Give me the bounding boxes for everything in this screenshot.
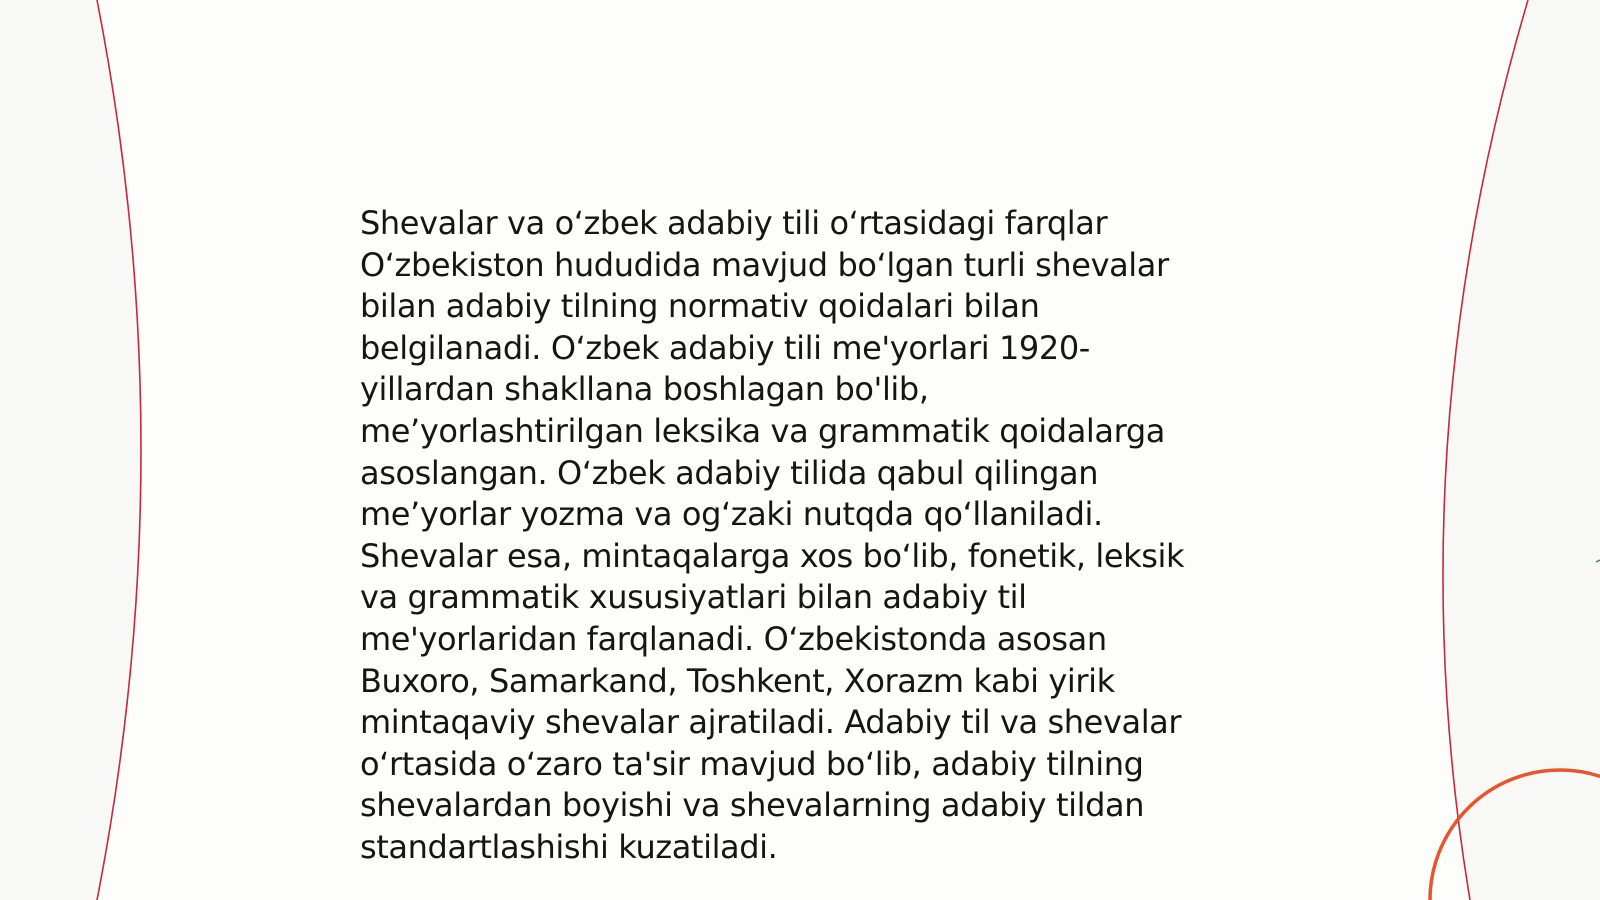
- text-line: Oʻzbekiston hududida mavjud boʻlgan turli shevalar: [360, 245, 1169, 284]
- text-line: oʻrtasida oʻzaro ta'sir mavjud boʻlib, adabiy tilning: [360, 744, 1144, 783]
- text-line: va grammatik xususiyatlari bilan adabiy til: [360, 578, 1027, 617]
- text-line: Shevalar va oʻzbek adabiy tili oʻrtasidagi farqlar: [360, 204, 1108, 242]
- text-line: me’yorlar yozma va ogʻzaki nutqda qoʻllaniladi.: [360, 495, 1103, 534]
- right-side-panel: [1443, 0, 1600, 900]
- text-line: me'yorlaridan farqlanadi. Oʻzbekistonda asosan: [360, 619, 1107, 658]
- text-line: asoslangan. Oʻzbek adabiy tilida qabul qilingan: [360, 453, 1099, 492]
- text-line: yillardan shakllana boshlagan bo'lib,: [360, 370, 929, 409]
- text-line: me’yorlashtirilgan leksika va grammatik qoidalarga: [360, 411, 1165, 450]
- text-line: bilan adabiy tilning normativ qoidalari bilan: [360, 287, 1040, 326]
- text-line: Buxoro, Samarkand, Toshkent, Xorazm kabi yirik: [360, 661, 1115, 700]
- text-line: belgilanadi. Oʻzbek adabiy tili me'yorlari 1920-: [360, 328, 1090, 367]
- slide-body-text: [360, 203, 1220, 869]
- text-line: standartlashishi kuzatiladi.: [360, 827, 778, 866]
- text-line: shevalardan boyishi va shevalarning adabiy tildan: [360, 786, 1145, 825]
- text-line: Shevalar esa, mintaqalarga xos boʻlib, fonetik, leksik: [360, 536, 1185, 575]
- text-line: mintaqaviy shevalar ajratiladi. Adabiy til va shevalar: [360, 703, 1182, 742]
